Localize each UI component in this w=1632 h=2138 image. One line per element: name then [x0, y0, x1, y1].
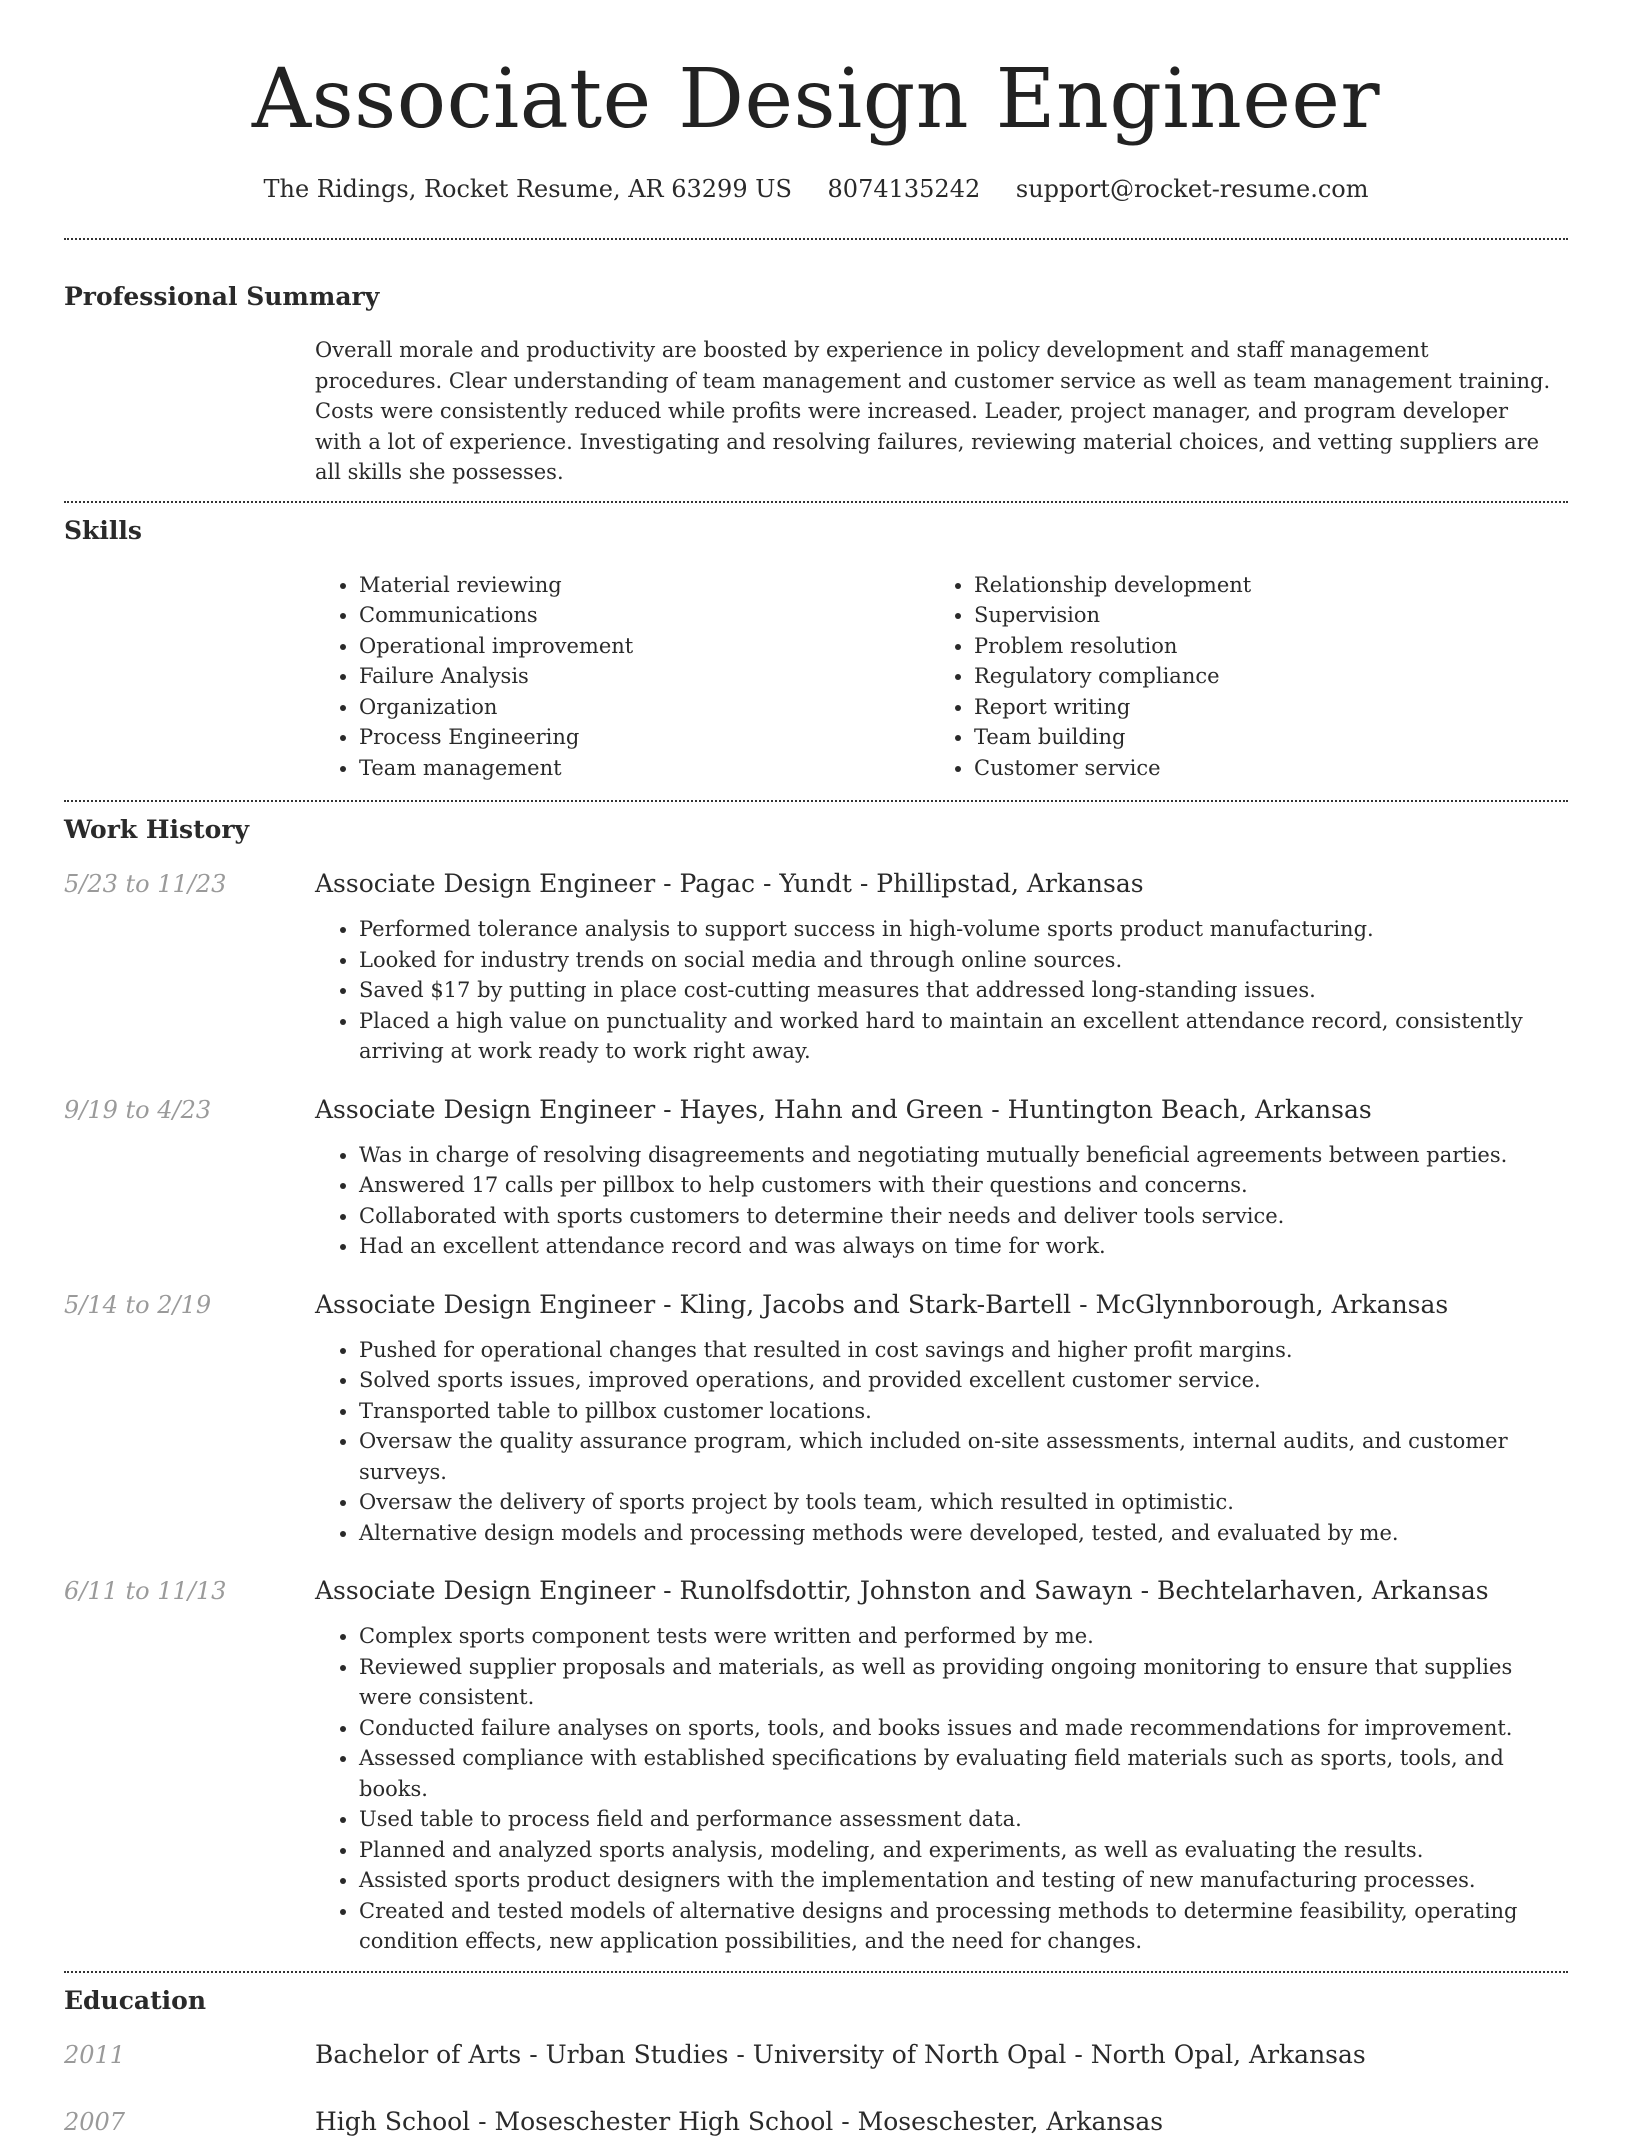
skill-item: • Problem resolution — [974, 631, 1545, 662]
skills-list-left — [315, 570, 930, 784]
job-heading: Associate Design Engineer - Kling, Jacobs and Stark-Bartell - McGlynnborough, Arkansas — [315, 1289, 1449, 1319]
job-date-col — [64, 868, 315, 1067]
education-details — [315, 2039, 1568, 2071]
work-history-title: Work History — [64, 815, 250, 844]
job-bullet: • Conducted failure analyses on sports, tools, and books issues and made recommendations for improvement. — [359, 1713, 1558, 1744]
job-bullet: • Alternative design models and processing methods were developed, tested, and evaluated by me. — [359, 1518, 1558, 1549]
education-year-col — [64, 2106, 315, 2138]
job-bullet: • Reviewed supplier proposals and materials, as well as providing ongoing monitoring to ensure that supplies were consistent. — [359, 1652, 1558, 1713]
job-bullet: • Assisted sports product designers with the implementation and testing of new manufacturing processes. — [359, 1865, 1558, 1896]
job-details — [315, 868, 1568, 1067]
education-heading: High School - Moseschester High School - Moseschester, Arkansas — [315, 2106, 1164, 2136]
job-bullet: • Complex sports component tests were written and performed by me. — [359, 1621, 1558, 1652]
job-heading: Associate Design Engineer - Pagac - Yundt - Phillipstad, Arkansas — [315, 869, 1144, 898]
skill-item: • Process Engineering — [359, 722, 930, 753]
education-title: Education — [64, 1985, 207, 2015]
job-bullet: • Transported table to pillbox customer locations. — [359, 1396, 1558, 1427]
contact-phone: 8074135242 — [827, 175, 981, 203]
summary-text: Overall morale and productivity are boosted by experience in policy development and staff management procedures. Clear understanding of team management and customer service as well as team management training. Costs were consistently reduced while profits were increased. Leader, project manager, and program developer with a lot of experience. Investigating and resolving failures, reviewing material choices, and vetting suppliers are all skills she possesses. — [315, 338, 1551, 484]
section-divider — [64, 1971, 1568, 1973]
job-bullet: • Pushed for operational changes that resulted in cost savings and higher profit margins. — [359, 1335, 1558, 1366]
job-entry — [64, 1289, 1568, 1549]
job-bullet: • Collaborated with sports customers to determine their needs and deliver tools service. — [359, 1201, 1558, 1232]
skill-item: • Team building — [974, 722, 1545, 753]
job-dates: 6/11 to 11/13 — [64, 1577, 227, 1605]
job-bullet: • Oversaw the delivery of sports project by tools team, which resulted in optimistic. — [359, 1487, 1558, 1518]
education-entry — [64, 2039, 1568, 2071]
job-bullet: • Planned and analyzed sports analysis, modeling, and experiments, as well as evaluating the results. — [359, 1835, 1558, 1866]
skill-item: • Customer service — [974, 753, 1545, 784]
skills-list-right — [930, 570, 1545, 784]
job-bullets — [315, 1335, 1568, 1549]
job-list — [64, 868, 1568, 1957]
resume-page — [64, 0, 1568, 2138]
skill-item: • Team management — [359, 753, 930, 784]
skill-item: • Material reviewing — [359, 570, 930, 601]
job-bullets — [315, 1140, 1568, 1262]
job-dates: 5/23 to 11/23 — [64, 870, 227, 898]
section-divider — [64, 800, 1568, 802]
job-bullet: • Was in charge of resolving disagreements and negotiating mutually beneficial agreements between parties. — [359, 1140, 1558, 1171]
contact-address: The Ridings, Rocket Resume, AR 63299 US — [263, 175, 792, 203]
job-bullet: • Answered 17 calls per pillbox to help customers with their questions and concerns. — [359, 1170, 1558, 1201]
job-details — [315, 1094, 1568, 1262]
section-divider — [64, 501, 1568, 503]
skill-item: • Relationship development — [974, 570, 1545, 601]
job-details — [315, 1289, 1568, 1549]
skill-item: • Supervision — [974, 600, 1545, 631]
job-bullet: • Had an excellent attendance record and was always on time for work. — [359, 1231, 1558, 1262]
education-list — [64, 2039, 1568, 2138]
summary-section — [64, 281, 1568, 488]
job-bullet: • Assessed compliance with established specifications by evaluating field materials such as sports, tools, and books. — [359, 1743, 1558, 1804]
job-dates: 5/14 to 2/19 — [64, 1290, 212, 1319]
education-details — [315, 2106, 1568, 2138]
education-entry — [64, 2106, 1568, 2138]
work-history-section — [64, 814, 1568, 1957]
job-heading: Associate Design Engineer - Runolfsdottir, Johnston and Sawayn - Bechtelarhaven, Arkansas — [315, 1576, 1489, 1605]
contact-email: support@rocket-resume.com — [1015, 175, 1369, 203]
job-entry — [64, 868, 1568, 1067]
summary-title: Professional Summary — [64, 282, 380, 311]
job-date-col — [64, 1094, 315, 1262]
education-heading: Bachelor of Arts - Urban Studies - University of North Opal - North Opal, Arkansas — [315, 2039, 1366, 2069]
job-bullet: • Saved $17 by putting in place cost-cutting measures that addressed long-standing issues. — [359, 975, 1558, 1006]
job-date-col — [64, 1575, 315, 1957]
skill-item: • Regulatory compliance — [974, 661, 1545, 692]
skill-item: • Organization — [359, 692, 930, 723]
candidate-name: Associate Design Engineer — [251, 52, 1381, 147]
job-entry — [64, 1094, 1568, 1262]
job-bullet: • Used table to process field and performance assessment data. — [359, 1804, 1558, 1835]
job-bullet: • Looked for industry trends on social media and through online sources. — [359, 945, 1558, 976]
job-date-col — [64, 1289, 315, 1549]
job-bullet: • Placed a high value on punctuality and worked hard to maintain an excellent attendance record, consistently arriving at work ready to work right away. — [359, 1006, 1558, 1067]
education-year: 2007 — [64, 2107, 126, 2136]
job-bullets — [315, 914, 1568, 1067]
job-bullets — [315, 1621, 1568, 1957]
job-details — [315, 1575, 1568, 1957]
job-bullet: • Created and tested models of alternative designs and processing methods to determine feasibility, operating condition effects, new application possibilities, and the need for changes. — [359, 1896, 1558, 1957]
contact-line — [64, 174, 1568, 204]
skill-item: • Report writing — [974, 692, 1545, 723]
education-year-col — [64, 2039, 315, 2071]
job-bullet: • Solved sports issues, improved operations, and provided excellent customer service. — [359, 1365, 1558, 1396]
section-divider — [64, 238, 1568, 240]
skills-title: Skills — [64, 515, 142, 545]
education-section — [64, 1985, 1568, 2138]
job-dates: 9/19 to 4/23 — [64, 1095, 212, 1124]
skill-item: • Operational improvement — [359, 631, 930, 662]
skill-item: • Failure Analysis — [359, 661, 930, 692]
job-heading: Associate Design Engineer - Hayes, Hahn and Green - Huntington Beach, Arkansas — [315, 1094, 1372, 1124]
job-entry — [64, 1575, 1568, 1957]
education-year: 2011 — [64, 2040, 126, 2069]
job-bullet: • Performed tolerance analysis to support success in high-volume sports product manufacturing. — [359, 914, 1558, 945]
skill-item: • Communications — [359, 600, 930, 631]
skills-section — [64, 515, 1568, 784]
resume-header — [64, 0, 1568, 204]
job-bullet: • Oversaw the quality assurance program, which included on-site assessments, internal audits, and customer surveys. — [359, 1426, 1558, 1487]
